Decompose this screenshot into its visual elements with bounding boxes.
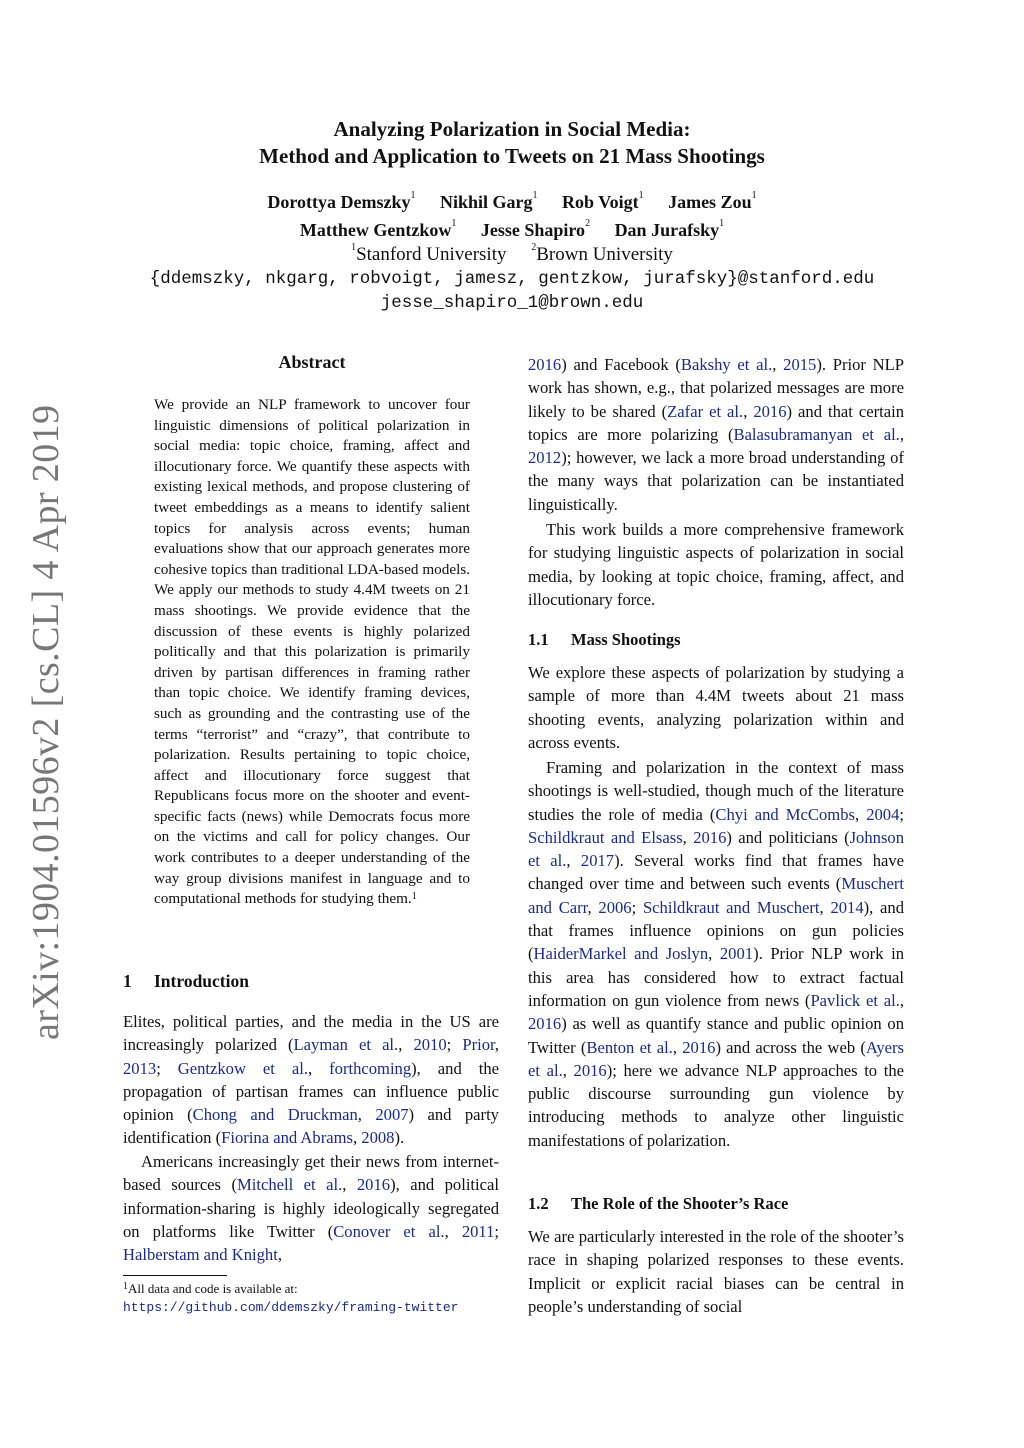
author-row-2 <box>0 220 1024 241</box>
citation-link[interactable]: Pavlick et al. <box>810 990 900 1010</box>
citation-link[interactable]: 2004 <box>866 804 900 824</box>
right-paragraph-2: This work builds a more comprehensive framework for studying linguistic aspects of polarization in social media, by looking at topic choice, framing, affect, and illocutionary force. <box>528 520 904 609</box>
citation-link[interactable]: 2016 <box>682 1037 716 1057</box>
footnote-rule <box>123 1275 227 1276</box>
citation-link[interactable]: 2017 <box>580 851 615 871</box>
citation-link[interactable]: Fiorina and Abrams <box>221 1128 353 1148</box>
section-heading-mass-shootings: 1.1 Mass Shootings <box>528 630 681 649</box>
intro-paragraph-2: Americans increasingly get their news from internet-based sources (Mitchell et al., 2016), and political information-sharing is highly ideologically segregated on platforms like Twitter (Conover et al., 2011; Halberstam and Knight, <box>123 1152 500 1265</box>
footnote-marker: 1 <box>411 891 417 903</box>
author-row-1 <box>0 192 1024 213</box>
intro-paragraph-1: Elites, political parties, and the media in the US are increasingly polarized (Layman et al., 2010; Prior, 2013; Gentzkow et al., forthcoming), and the propagation of partisan frames can influence public opinion (Chong and Druckman, 2007) and party identification (Fiorina and Abrams, 2008). <box>123 1012 500 1148</box>
citation-link[interactable]: Gentzkow et al. <box>177 1058 308 1078</box>
arxiv-identifier: arXiv:1904.01596v2 [cs.CL] 4 Apr 2019 <box>25 404 67 1040</box>
citation-link[interactable]: Balasubramanyan et al. <box>733 424 900 444</box>
citation-link[interactable]: Chyi and McCombs <box>715 804 855 824</box>
affiliation: $^1$Stanford University <box>351 242 507 265</box>
citation-link[interactable]: Johnson et al. <box>528 827 904 871</box>
citation-link[interactable]: HaiderMarkel and Joslyn <box>533 944 709 964</box>
citation-link[interactable]: 2016 <box>528 355 562 374</box>
email-line-1: {ddemszky, nkgarg, robvoigt, jamesz, gentzkow, jurafsky}@stanford.edu <box>149 269 875 289</box>
affiliation: $^2$Brown University <box>531 242 673 265</box>
affiliations <box>0 244 1024 266</box>
citation-link[interactable]: Schildkraut and Muschert <box>642 897 820 917</box>
section-heading-introduction: 1 Introduction <box>123 971 249 991</box>
citation-link[interactable]: Bakshy et al. <box>680 355 773 374</box>
citation-link[interactable]: forthcoming <box>329 1058 412 1078</box>
right-paragraph-1: 2016) and Facebook (Bakshy et al., 2015). Prior NLP work has shown, e.g., that polarized messages are more likely to be shared (Zafar et al., 2016) and that certain topics are more polarizing (Balasubramanyan et al., 2012); however, we lack a more broad understanding of the many ways that polarization can be instantiated linguistically. <box>528 355 904 514</box>
author: Jesse Shapiro$^2$ <box>480 218 591 240</box>
author: James Zou$^1$ <box>668 190 757 212</box>
citation-link[interactable]: Ayers et al. <box>528 1037 904 1080</box>
citation-link[interactable]: 2007 <box>375 1105 409 1125</box>
citation-link[interactable]: 2010 <box>413 1035 447 1055</box>
citation-link[interactable]: 2001 <box>719 944 754 964</box>
citation-link[interactable]: 2016 <box>356 1175 391 1195</box>
section-heading-shooters-race: 1.2 The Role of the Shooter’s Race <box>528 1194 789 1213</box>
citation-link[interactable]: 2011 <box>461 1221 495 1241</box>
footnote: $^1$All data and code is available at: https://github.com/ddemszky/framing-twitter <box>123 1281 459 1315</box>
citation-link[interactable]: Conover et al. <box>333 1221 445 1241</box>
shooters-race-paragraph: We are particularly interested in the role of the shooter’s race in shaping polarized responses to these events. Implicit or explicit racial biases can be central in people’s understanding of social <box>528 1227 904 1316</box>
paper-title <box>0 116 1024 170</box>
title-line-1: Analyzing Polarization in Social Media: <box>333 117 691 141</box>
citation-link[interactable]: Muschert and Carr <box>528 874 904 917</box>
citation-link[interactable]: 2016 <box>528 1014 562 1034</box>
citation-link[interactable]: 2012 <box>528 448 562 468</box>
abstract-body: We provide an NLP framework to uncover four linguistic dimensions of political polarization in social media: topic choice, framing, affect and illocutionary force. We quantify these aspects with existing lexical methods, and propose clustering of tweet embeddings as a means to identify salient topics for analysis across events; human evaluations show that our approach generates more cohesive topics than traditional LDA-based models. We apply our methods to study 4.4M tweets on 21 mass shootings. We provide evidence that the discussion of these events is highly polarized politically and that this polarization is primarily driven by partisan differences in framing rather than topic choice. We identify framing devices, such as grounding and the contrasting use of the terms “terrorist” and “crazy”, that contribute to polarization. Results pertaining to topic choice, affect and illocutionary force suggest that Republicans focus more on the shooter and event-specific facts (news) while Democrats focus more on the victims and call for policy changes. Our work contributes to a deeper understanding of the way group divisions manifest in language and to computational methods for studying them. <box>154 396 470 908</box>
author: Dorottya Demszky$^1$ <box>267 190 416 212</box>
email-line-2: jesse_shapiro_1@brown.edu <box>380 293 644 313</box>
code-link[interactable]: https://github.com/ddemszky/framing-twitter <box>123 1299 459 1315</box>
citation-link[interactable]: Halberstam and Knight <box>123 1245 278 1265</box>
citation-link[interactable]: Layman et al. <box>293 1035 399 1055</box>
citation-link[interactable]: 2006 <box>598 897 632 917</box>
citation-link[interactable]: Schildkraut and Elsass <box>528 827 683 847</box>
citation-link[interactable]: Prior <box>462 1035 495 1055</box>
mass-shootings-paragraph-1: We explore these aspects of polarization by studying a sample of more than 4.4M tweets about 21 mass shooting events, analyzing polarization within and across events. <box>528 663 904 752</box>
abstract-heading: Abstract <box>278 352 346 372</box>
abstract-text <box>154 395 470 910</box>
citation-link[interactable]: 2014 <box>830 897 864 917</box>
citation-link[interactable]: Zafar et al. <box>667 401 744 421</box>
citation-link[interactable]: Chong and Druckman <box>192 1105 358 1125</box>
author: Rob Voigt$^1$ <box>562 190 644 212</box>
mass-shootings-paragraph-2: Framing and polarization in the context of mass shootings is well-studied, though much of the literature studies the role of media (Chyi and McCombs, 2004; Schildkraut and Elsass, 2016) and politicians (Johnson et al., 2017). Several works find that frames have changed over time and between such events (Muschert and Carr, 2006; Schildkraut and Muschert, 2014), and that frames influence opinions on gun policies (HaiderMarkel and Joslyn, 2001). Prior NLP work in this area has considered how to extract factual information on gun violence from news (Pavlick et al., 2016) as well as quantify stance and public opinion on Twitter (Benton et al., 2016) and across the web (Ayers et al., 2016); here we advance NLP approaches to the public discourse surrounding gun violence by introducing methods to analyze other linguistic manifestations of polarization. <box>528 758 905 1150</box>
citation-link[interactable]: 2016 <box>573 1060 607 1080</box>
title-line-2: Method and Application to Tweets on 21 Mass Shootings <box>259 144 765 168</box>
citation-link[interactable]: 2016 <box>693 827 727 847</box>
author: Dan Jurafsky$^1$ <box>614 218 725 240</box>
citation-link[interactable]: Benton et al. <box>586 1037 673 1057</box>
citation-link[interactable]: 2015 <box>783 355 817 374</box>
author: Matthew Gentzkow$^1$ <box>299 218 457 240</box>
author: Nikhil Garg$^1$ <box>440 190 538 212</box>
citation-link[interactable]: 2016 <box>753 401 787 421</box>
citation-link[interactable]: 2008 <box>361 1128 395 1148</box>
citation-link[interactable]: Mitchell et al. <box>237 1175 343 1195</box>
citation-link[interactable]: 2013 <box>123 1058 157 1078</box>
